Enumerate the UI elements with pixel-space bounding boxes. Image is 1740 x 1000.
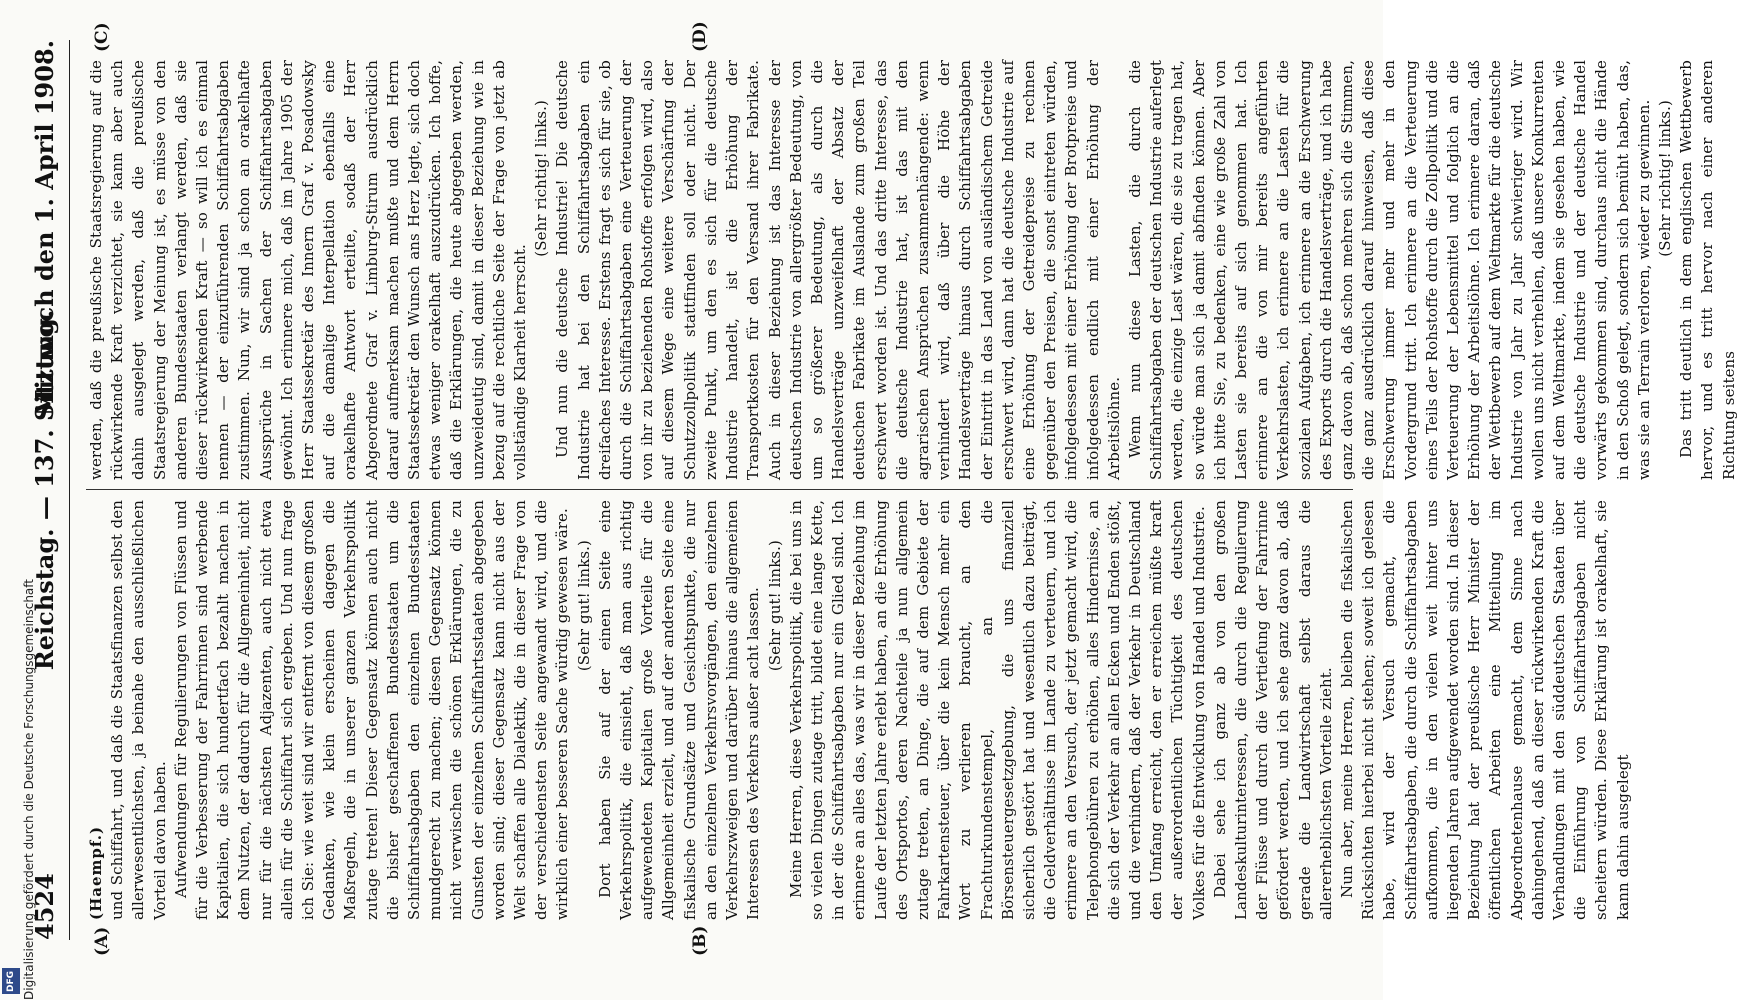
paragraph: und Schiffahrt, und daß die Staatsfinanzen selbst den allerwesentlichsten, ja beinahe den ausschließlichen Vorteil davon haben. [108,500,169,920]
paragraph: Nun aber, meine Herren, bleiben die fiskalischen Rücksichten hierbei nicht stehen; soweit ich gelesen habe, wird der Versuch gemacht, die Schiffahrtsabgaben, die durch die Schiffahrtsabgaben aufkommen, die in den vielen weit hinter uns liegenden Jahren aufgewendet worden sind. In dieser Beziehung hat der preußische Herr Minister der öffentlichen Arbeiten eine Mitteilung im Abgeordnetenhause gemacht, dem Sinne nach dahingehend, daß an dieser rückwirkenden Kraft die Verhandlungen mit den süddeutschen Staaten über die Einführung von Schiffahrtsabgaben nicht scheitern würden. Diese Erklärung ist orakelhaft, sie kann dahin ausgelegt [1337,500,1632,920]
right-column [86,60,1738,480]
paragraph: Meine Herren, diese Verkehrspolitik, die bei uns in so vielen Dingen zutage tritt, bildet eine lange Kette, in der die Schiffahrtsabgaben nur ein Glied sind. Ich erinnere an alles das, was wir in dieser Beziehung im Laufe der letzten Jahre erlebt haben, an die Erhöhung des Ortsportos, deren Nachteile ja nun allgemein zutage treten, an Dinge, die auf dem Gebiete der Fahrkartensteuer, über die kein Mensch mehr ein Wort zu verlieren braucht, an den Frachturkundenstempel, an die Börsensteuergesetzgebung, die uns finanziell sicherlich gestört hat und wesentlich dazu beiträgt, die Geldverhältnisse im Lande zu verteuern, und ich erinnere an den Versuch, der jetzt gemacht wird, die Telephongebühren zu erhöhen, alles Hindernisse, an die sich der Verkehr an allen Ecken und Enden stößt, und die verhindern, daß der Verkehr in Deutschland den Umfang erreicht, den er erreichen müßte kraft der außerordentlichen Tüchtigkeit des deutschen Volkes für die Entwicklung von Handel und Industrie. [786,500,1208,920]
header-title: Reichstag. — 137. Sitzung. [30,309,59,671]
interjection: (Sehr richtig! links.) [532,100,551,257]
header-rule [69,40,70,940]
paragraph: werden, daß die preußische Staatsregierung auf die rückwirkende Kraft verzichtet, sie kann aber auch dahin ausgelegt werden, daß die preußische Staatsregierung der Meinung ist, es müsse von den anderen Bundesstaaten verlangt werden, daß sie dieser rückwirkenden Kraft — so will ich es einmal nennen — der einzuführenden Schiffahrtsabgaben zustimmen. Nun, wir sind ja schon an orakelhafte Aussprüche in Sachen der Schiffahrtsabgaben gewöhnt. Ich erinnere mich, daß im Jahre 1905 der Herr Staatssekretär des Innern Graf v. Posadowsky auf die damalige Interpellation ebenfalls eine orakelhafte Antwort erteilte, sodaß der Herr Abgeordnete Graf v. Limburg-Stirum ausdrücklich darauf aufmerksam machen mußte und dem Herrn Staatssekretär den Wunsch ans Herz legte, sich doch etwas weniger orakelhaft auszudrücken. Ich hoffe, daß die Erklärungen, die heute abgegeben werden, unzweideutig sind, damit in dieser Beziehung wie in bezug auf die rechtliche Seite der Frage von jetzt ab vollständige Klarheit herrscht. [87,60,530,480]
paragraph: Wenn nun diese Lasten, die durch die Schiffahrtsabgaben der deutschen Industrie auferlegt werden, die einzige Last wären, die sie zu tragen hat, so würde man sich ja damit abfinden können. Aber ich bitte Sie, zu bedenken, eine wie große Zahl von Lasten sie bereits auf sich genommen hat. Ich erinnere an die von mir bereits angeführten Verkehrslasten, ich erinnere an die Lasten für die sozialen Aufgaben, ich erinnere an die Erschwerung des Exports durch die Handelsverträge, und ich habe ganz davon ab, daß schon mehren sich die Stimmen, die ganz ausdrücklich darauf hinweisen, daß diese Erschwerung immer mehr und mehr in den Vordergrund tritt. Ich erinnere an die Verteuerung eines Teils der Rohstoffe durch die Zollpolitik und die Verteuerung der Lebensmittel und folglich an die Erhöhung der Arbeitslöhne. Ich erinnere daran, daß der Wettbewerb auf dem Weltmarkte für die deutsche Industrie von Jahr zu Jahr schwieriger wird. Wir wollen uns nicht verhehlen, daß unsere Konkurrenten auf dem Weltmarkte, indem sie gesehen haben, wie die deutsche Industrie und der deutsche Handel vorwärts gekommen sind, durchaus nicht die Hände in den Schoß gelegt, sondern sich bemüht haben, das, was sie an Terrain verloren, wieder zu gewinnen. [1125,60,1653,480]
dfg-logo: DFG [2,968,20,994]
page-number: 4524 [30,873,59,940]
column-divider [86,489,1353,490]
left-column [86,500,1632,920]
margin-marker-a: (A) [92,926,112,956]
margin-marker-c: (C) [92,22,112,52]
paragraph: Und nun die deutsche Industrie! Die deutsche Industrie hat bei den Schiffahrtsabgaben ein dreifaches Interesse. Erstens fragt es sich für sie, ob durch die Schiffahrtsabgaben eine Verteuerung der von ihr zu beziehenden Rohstoffe erfolgen wird, also auf diesem Wege eine weitere Verschärfung der Schutzzollpolitik stattfinden soll oder nicht. Der zweite Punkt, um den es sich für die deutsche Industrie handelt, ist die Erhöhung der Transportkosten für den Versand ihrer Fabrikate. Auch in dieser Beziehung ist das Interesse der deutschen Industrie von allergrößter Bedeutung, von um so größerer Bedeutung, als durch die Handelsverträge unzweifelhaft der Absatz der deutschen Fabrikate im Auslande zum großen Teil erschwert worden ist. Und das dritte Interesse, das die deutsche Industrie hat, ist das mit den agrarischen Ansprüchen zusammenhängende: wenn verhindert wird, daß über die Höhe der Handelsverträge hinaus durch Schiffahrtsabgaben der Eintritt in das Land von ausländischem Getreide erschwert wird, dann hat die deutsche Industrie auf eine Erhöhung der Getreidepreise zu rechnen gegenüber den Preisen, die sonst eintreten würden, infolgedessen mit einer Erhöhung der Brotpreise und infolgedessen endlich mit einer Erhöhung der Arbeitslöhne. [553,60,1123,480]
interjection: (Sehr gut! links.) [765,540,784,672]
margin-marker-b: (B) [690,925,710,956]
paragraph: Das tritt deutlich in dem englischen Wettbewerb hervor, und es tritt hervor nach einer anderen Richtung seitens [1677,60,1738,480]
interjection: (Sehr gut! links.) [574,540,593,672]
paragraph: Dabei sehe ich ganz ab von den großen Landeskulturinteressen, die durch die Regulierung der Flüsse und durch die Vertiefung der Fahrrinne gefördert werden, und ich sehe ganz davon ab, daß gerade die Landwirtschaft selbst daraus die allererheblichsten Vorteile zieht. [1210,500,1335,920]
speaker-name: (Haempf.) [87,825,105,920]
interjection: (Sehr richtig! links.) [1656,100,1675,257]
digitization-credit: Digitalisierung gefördert durch die Deutsche Forschungsgemeinschaft [22,578,36,1000]
header-date: Mittwoch den 1. April 1908. [30,40,59,416]
paragraph: Dort haben Sie auf der einen Seite eine Verkehrspolitik, die einsieht, daß man aus richtig aufgewendeten Kapitalien große Vorteile für die Allgemeinheit erzielt, und auf der anderen Seite eine fiskalische Grundsätze und Gesichtspunkte, die nur an den einzelnen Verkehrsvorgängen, den einzelnen Verkehrszweigen und darüber hinaus die allgemeinen Interessen des Verkehrs außer acht lassen. [595,500,763,920]
margin-marker-d: (D) [690,21,710,52]
paragraph: Aufwendungen für Regulierungen von Flüssen und für die Verbesserung der Fahrrinnen sind werbende Kapitalien, die sich hundertfach bezahlt machen in dem Nutzen, der dadurch für die Allgemeinheit, nicht nur für die nächsten Adjazenten, auch nicht etwa allein für die Schiffahrt sich ergeben. Und nun frage ich Sie: wie weit sind wir entfernt von diesem großen Gedanken, wie klein erscheinen dagegen die Maßregeln, die in unserer ganzen Verkehrspolitik zutage treten! Dieser Gegensatz können auch nicht die bisher geschaffenen Bundesstaaten um die Schiffahrtsabgaben den einzelnen Bundesstaaten mundgerecht zu machen; diesen Gegensatz können nicht verwischen die schönen Erklärungen, die zu Gunsten der einzelnen Schiffahrtsstaaten abgegeben worden sind; dieser Gegensatz kann nicht aus der Welt schaffen alle Dialektik, die in dieser Frage von der verschiedensten Seite angewandt wird, und die wirklich einer besseren Sache würdig gewesen wäre. [171,500,572,920]
page-header [30,40,70,940]
